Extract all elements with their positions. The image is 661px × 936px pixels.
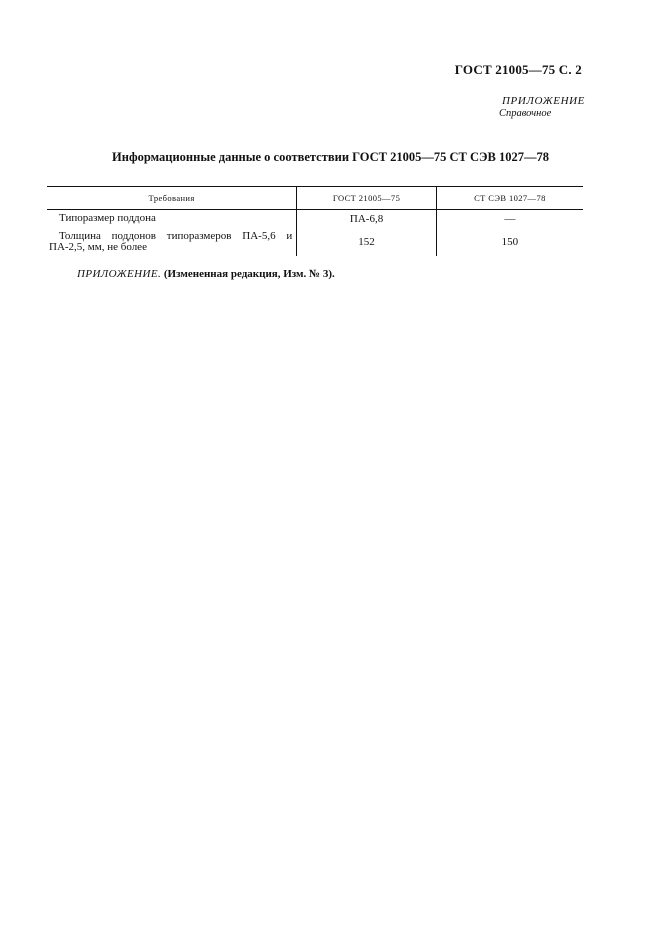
appendix-title: ПРИЛОЖЕНИЕ: [502, 95, 585, 107]
footnote: [77, 268, 335, 280]
appendix-subtitle: Справочное: [499, 108, 552, 119]
page-header-code: ГОСТ 21005—75 С. 2: [454, 62, 582, 77]
appendix-block: [495, 95, 585, 119]
header-requirement: Требования: [47, 187, 297, 210]
compliance-table: [47, 186, 583, 256]
table-body: [47, 210, 583, 256]
requirement-text: Толщина поддонов типоразмеров ПА-5,6 и ПА-2,5, мм, не более: [49, 229, 293, 253]
footnote-text: (Измененная редакция, Изм. № 3).: [163, 268, 335, 280]
row-st-sev-value: 150: [501, 235, 519, 248]
table-row: [47, 228, 583, 256]
table-row: [47, 210, 583, 228]
header-st-sev: СТ СЭВ 1027—78: [436, 187, 583, 210]
row-requirement: [47, 210, 297, 228]
footnote-label: ПРИЛОЖЕНИЕ.: [77, 268, 162, 280]
row-gost-value: 152: [297, 228, 437, 256]
header-gost: ГОСТ 21005—75: [297, 187, 437, 210]
row-gost-value: ПА-6,8: [297, 210, 437, 228]
document-title: Информационные данные о соответствии ГОСТ 21005—75 СТ СЭВ 1027—78: [112, 150, 549, 164]
row-requirement: [47, 228, 297, 256]
requirement-text: Типоразмер поддона: [59, 212, 156, 225]
table-header: [47, 187, 583, 210]
row-st-sev-value: —: [504, 212, 516, 225]
table-header-row: [47, 187, 583, 210]
